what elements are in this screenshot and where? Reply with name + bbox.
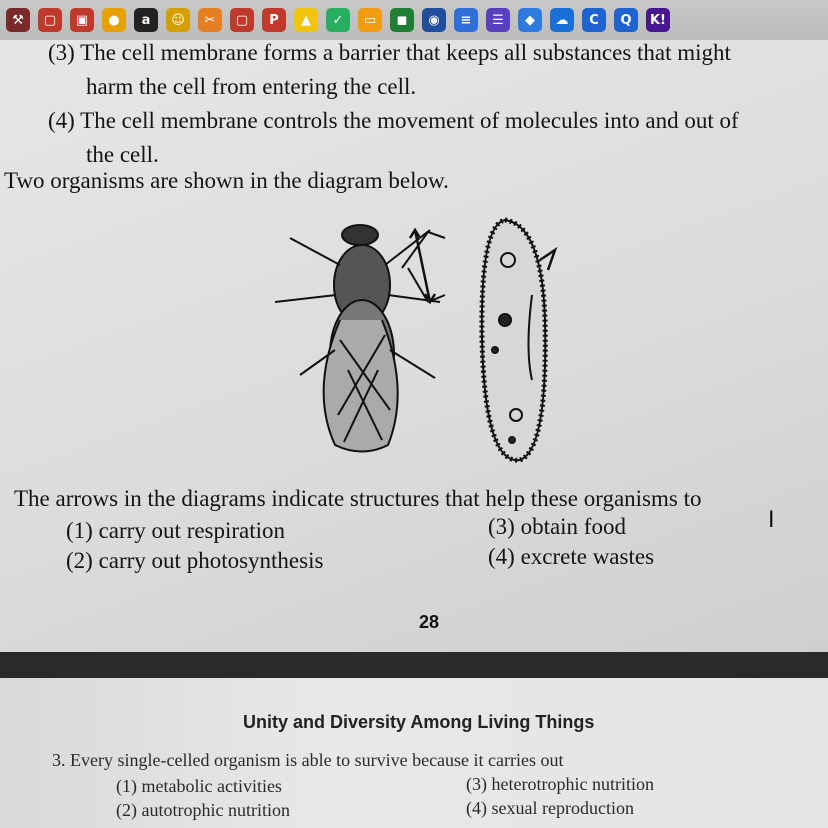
answer-choice-2[interactable]: (2) carry out photosynthesis [66, 548, 324, 573]
cube-icon[interactable]: ◆ [518, 8, 542, 32]
amazon-icon[interactable]: a [134, 8, 158, 32]
worksheet-next-page [0, 678, 828, 828]
answer-choice-4[interactable]: (4) excrete wastes [488, 544, 655, 569]
classroom-icon[interactable]: ◼ [390, 8, 414, 32]
cloud-icon[interactable]: ☁ [550, 8, 574, 32]
worksheet-page-28 [0, 40, 828, 652]
drive-icon[interactable]: ▲ [294, 8, 318, 32]
check-icon[interactable]: ✓ [326, 8, 350, 32]
answer-choice-1[interactable]: (1) carry out respiration [66, 518, 286, 543]
page-number: 28 [419, 612, 440, 632]
frame-icon[interactable]: ▢ [38, 8, 62, 32]
text-cursor-icon: I [768, 508, 775, 533]
question-3-text: 3. Every single-celled organism is able to survive because it carries out [52, 750, 564, 770]
globe-icon[interactable]: ◉ [422, 8, 446, 32]
pinterest-icon[interactable]: P [262, 8, 286, 32]
section-header: Unity and Diversity Among Living Things [243, 712, 595, 732]
organisms-diagram [270, 210, 570, 470]
search-icon[interactable]: Q [614, 8, 638, 32]
choice-4-line-1: (4) The cell membrane controls the movement of molecules into and out of [48, 108, 739, 133]
docs-icon[interactable]: ≡ [454, 8, 478, 32]
slides-icon[interactable]: ▭ [358, 8, 382, 32]
answer-choice-3[interactable]: (3) obtain food [488, 514, 626, 539]
choice-3-line-2: harm the cell from entering the cell. [86, 74, 417, 99]
page-divider [0, 652, 828, 678]
c-icon[interactable]: C [582, 8, 606, 32]
q3-choice-1[interactable]: (1) metabolic activities [116, 776, 282, 796]
list-icon[interactable]: ☰ [486, 8, 510, 32]
diagram-intro: Two organisms are shown in the diagram below. [4, 168, 449, 193]
paramecium-drawing [482, 220, 545, 460]
choice-4-line-2: the cell. [86, 142, 159, 167]
q3-choice-4[interactable]: (4) sexual reproduction [466, 798, 634, 818]
bookmarks-bar [0, 0, 828, 40]
kahoot-icon[interactable]: K! [646, 8, 670, 32]
smiley-icon[interactable]: ☺ [166, 8, 190, 32]
question-text: The arrows in the diagrams indicate structures that help these organisms to [14, 486, 702, 511]
fruit-fly-drawing [275, 225, 445, 452]
q3-choice-2[interactable]: (2) autotrophic nutrition [116, 800, 290, 820]
book-icon[interactable]: ▣ [70, 8, 94, 32]
tools-icon[interactable]: ⚒ [6, 8, 30, 32]
q3-choice-3[interactable]: (3) heterotrophic nutrition [466, 774, 654, 794]
square-icon[interactable]: ▢ [230, 8, 254, 32]
choice-3-line-1: (3) The cell membrane forms a barrier that keeps all substances that might [48, 40, 731, 65]
scissors-icon[interactable]: ✂ [198, 8, 222, 32]
circle-icon[interactable]: ● [102, 8, 126, 32]
